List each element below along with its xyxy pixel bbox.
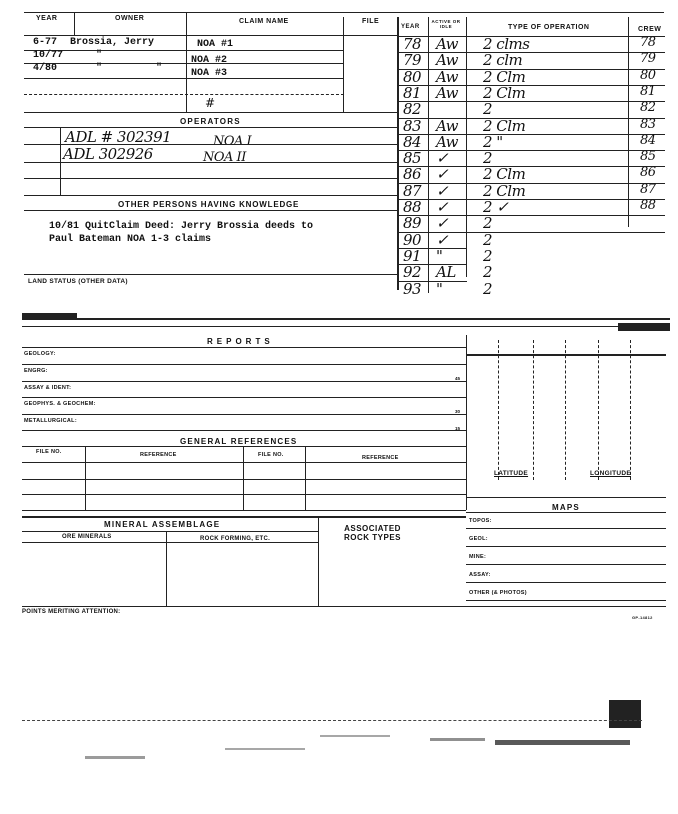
col-file-no: FILE NO.	[36, 449, 62, 455]
log-crew: 82	[640, 100, 656, 116]
scan-smudge	[225, 748, 305, 750]
operator-claim: NOA I	[213, 134, 252, 149]
scan-smudge	[320, 735, 390, 737]
log-status: ✓	[436, 230, 449, 249]
maps-row-rule	[466, 528, 666, 529]
report-number: 45	[455, 376, 461, 381]
report-number: 30	[455, 409, 461, 414]
log-year: 93	[403, 279, 422, 298]
row-rule	[466, 354, 666, 356]
scan-smudge	[618, 323, 670, 331]
maps-row-rule	[466, 546, 666, 547]
log-status: Aw	[436, 83, 458, 102]
report-row-rule	[22, 347, 466, 348]
scan-smudge	[495, 740, 630, 745]
divider	[166, 531, 167, 606]
log-year: 85	[403, 149, 422, 168]
section-rule	[22, 318, 670, 320]
log-year: 84	[403, 132, 422, 151]
other-persons-text: 10/81 QuitClaim Deed: Jerry Brossia deeds to Paul Bateman NOA 1-3 claims	[49, 221, 314, 245]
log-year: 81	[403, 83, 422, 102]
claim-hash-mark: #	[205, 96, 216, 110]
log-crew: 79	[640, 51, 656, 67]
log-status: AL	[436, 263, 456, 282]
log-crew: 83	[640, 116, 656, 132]
claim-name: NOA #1	[197, 39, 234, 50]
log-crew: 85	[640, 149, 656, 165]
report-label: ENGRG:	[24, 368, 48, 374]
log-crew: 81	[640, 83, 656, 99]
longitude-label: LONGITUDE	[590, 470, 631, 477]
report-row-rule	[22, 430, 466, 431]
maps-label: MINE:	[469, 554, 487, 560]
row-rule	[466, 512, 666, 513]
log-operation: 2	[483, 279, 493, 298]
report-label: GEOLOGY:	[24, 351, 56, 357]
log-operation: 2 Clm	[483, 165, 526, 184]
operator-adl: ADL 302926	[63, 145, 153, 163]
row-rule	[24, 63, 344, 64]
log-crew: 78	[640, 35, 656, 50]
scan-smudge	[85, 756, 145, 759]
ore-minerals-label: ORE MINERALS	[62, 534, 112, 540]
divider	[630, 340, 631, 480]
log-status: ✓	[436, 181, 449, 200]
row-rule	[24, 78, 344, 79]
log-operation: 2 clms	[483, 35, 530, 53]
header-owner: OWNER	[115, 15, 145, 22]
log-operation: 2	[483, 149, 493, 168]
row-rule	[24, 50, 344, 51]
divider	[498, 340, 499, 480]
report-label: METALLURGICAL:	[24, 418, 77, 424]
log-operation: 2	[483, 100, 493, 119]
report-number: 15	[455, 426, 461, 431]
general-references-title: GENERAL REFERENCES	[180, 437, 298, 446]
maps-label: OTHER (& PHOTOS)	[469, 590, 527, 596]
latitude-label: LATITUDE	[494, 470, 529, 477]
row-rule	[24, 178, 397, 179]
log-year: 89	[403, 214, 422, 233]
claim-owner: " "	[96, 63, 163, 74]
form-code: GP-14812	[632, 615, 653, 620]
row-rule	[22, 446, 466, 447]
scan-smudge	[430, 738, 485, 741]
report-label: ASSAY & IDENT:	[24, 385, 72, 391]
header-rule-left	[24, 35, 397, 36]
claim-date: 6-77	[33, 37, 58, 48]
log-operation: 2	[483, 246, 493, 265]
divider	[305, 446, 306, 510]
log-year: 80	[403, 67, 422, 86]
divider	[466, 335, 467, 510]
report-row-rule	[22, 414, 466, 415]
row-rule	[24, 274, 397, 275]
log-year: 87	[403, 181, 422, 200]
operator-claim: NOA II	[203, 150, 246, 165]
section-rule	[22, 326, 670, 327]
maps-title: MAPS	[552, 503, 580, 512]
log-row-rule	[397, 101, 665, 102]
report-row-rule	[22, 381, 466, 382]
log-operation: 2	[483, 230, 493, 249]
header-claim-name: CLAIM NAME	[239, 18, 289, 25]
other-persons-title: OTHER PERSONS HAVING KNOWLEDGE	[118, 200, 300, 209]
report-label: GEOPHYS. & GEOCHEM:	[24, 401, 96, 407]
log-status: Aw	[436, 51, 458, 70]
log-year: 82	[403, 100, 422, 119]
log-operation: 2 Clm	[483, 83, 526, 102]
divider	[318, 516, 319, 606]
header-year-2: YEAR	[401, 24, 420, 30]
divider	[343, 17, 344, 112]
log-year: 86	[403, 165, 422, 184]
log-year: 90	[403, 230, 422, 249]
operator-adl: ADL # 302391	[65, 128, 172, 146]
log-crew: 86	[640, 165, 656, 181]
log-status: ✓	[436, 198, 449, 216]
claim-name: NOA #2	[191, 55, 228, 66]
row-rule	[22, 542, 318, 543]
log-status: Aw	[436, 35, 458, 53]
claim-owner: Brossia, Jerry	[70, 37, 155, 48]
divider	[565, 340, 566, 480]
log-status: "	[436, 246, 443, 265]
log-year: 78	[403, 35, 422, 53]
divider	[598, 340, 599, 480]
log-operation: 2 Clm	[483, 181, 526, 200]
row-rule	[24, 162, 397, 163]
header-crew: CREW	[638, 26, 662, 33]
report-row-rule	[22, 397, 466, 398]
log-year: 91	[403, 246, 422, 265]
row-rule	[466, 497, 666, 498]
row-rule	[24, 210, 397, 211]
maps-label: GEOL:	[469, 536, 488, 542]
top-rule	[24, 12, 664, 13]
row-rule	[22, 606, 666, 607]
rock-forming-label: ROCK FORMING, ETC.	[200, 536, 271, 542]
row-rule	[22, 479, 466, 480]
divider	[428, 17, 429, 293]
log-status: Aw	[436, 132, 458, 151]
log-operation: 2	[483, 214, 493, 233]
row-rule	[24, 195, 397, 196]
header-file: FILE	[362, 18, 380, 25]
log-crew: 80	[640, 67, 656, 83]
log-crew: 87	[640, 181, 656, 197]
points-meriting-label: POINTS MERITING ATTENTION:	[22, 609, 121, 615]
row-rule	[22, 510, 466, 511]
divider	[533, 340, 534, 480]
row-rule	[22, 531, 318, 532]
log-operation: 2	[483, 263, 493, 282]
log-year: 88	[403, 198, 422, 216]
log-year: 83	[403, 116, 422, 135]
divider	[397, 17, 399, 290]
claim-date: 4/80	[33, 63, 58, 74]
maps-row-rule	[466, 582, 666, 583]
log-operation: 2 Clm	[483, 67, 526, 86]
log-status: ✓	[436, 214, 449, 233]
divider	[243, 446, 244, 510]
operators-title: OPERATORS	[180, 117, 241, 126]
maps-label: TOPOS:	[469, 518, 492, 524]
divider	[85, 446, 86, 510]
log-status: ✓	[436, 149, 449, 168]
divider	[466, 17, 467, 277]
row-rule	[22, 494, 466, 495]
row-rule	[22, 516, 466, 518]
log-operation: 2 "	[483, 132, 503, 151]
log-operation: 2 Clm	[483, 116, 526, 135]
log-crew: 84	[640, 132, 656, 148]
log-year: 92	[403, 263, 422, 282]
log-status: "	[436, 279, 443, 298]
col-reference: REFERENCE	[140, 452, 177, 458]
log-crew: 88	[640, 198, 656, 213]
divider	[74, 12, 75, 36]
maps-label: ASSAY:	[469, 572, 491, 578]
header-type-of-operation: TYPE OF OPERATION	[508, 24, 590, 31]
log-status: Aw	[436, 67, 458, 86]
maps-row-rule	[466, 564, 666, 565]
maps-row-rule	[466, 600, 666, 601]
claim-name: NOA #3	[191, 68, 228, 79]
claim-owner: "	[96, 50, 103, 61]
divider	[628, 17, 629, 227]
reports-title: REPORTS	[207, 337, 274, 346]
mineral-assemblage-title: MINERAL ASSEMBLAGE	[104, 520, 221, 529]
associated-rock-types: ASSOCIATED ROCK TYPES	[344, 524, 402, 542]
row-rule	[24, 112, 397, 113]
divider	[60, 127, 61, 195]
header-active-idle: ACTIVE OR IDLE	[431, 19, 461, 29]
divider	[186, 12, 187, 112]
row-rule	[22, 462, 466, 463]
land-status-label: LAND STATUS (OTHER DATA)	[28, 278, 128, 285]
log-status: ✓	[436, 165, 449, 184]
row-rule	[24, 94, 344, 95]
log-operation: 2 ✓	[483, 198, 509, 216]
col-reference-2: REFERENCE	[362, 455, 399, 461]
log-operation: 2 clm	[483, 51, 523, 70]
header-year: YEAR	[36, 15, 58, 22]
scan-smudge	[609, 700, 641, 728]
log-year: 79	[403, 51, 422, 70]
claim-date: 10/77	[33, 50, 64, 61]
report-row-rule	[22, 364, 466, 365]
col-file-no-2: FILE NO.	[258, 452, 284, 458]
scan-noise-line	[22, 720, 642, 721]
log-status: Aw	[436, 116, 458, 135]
